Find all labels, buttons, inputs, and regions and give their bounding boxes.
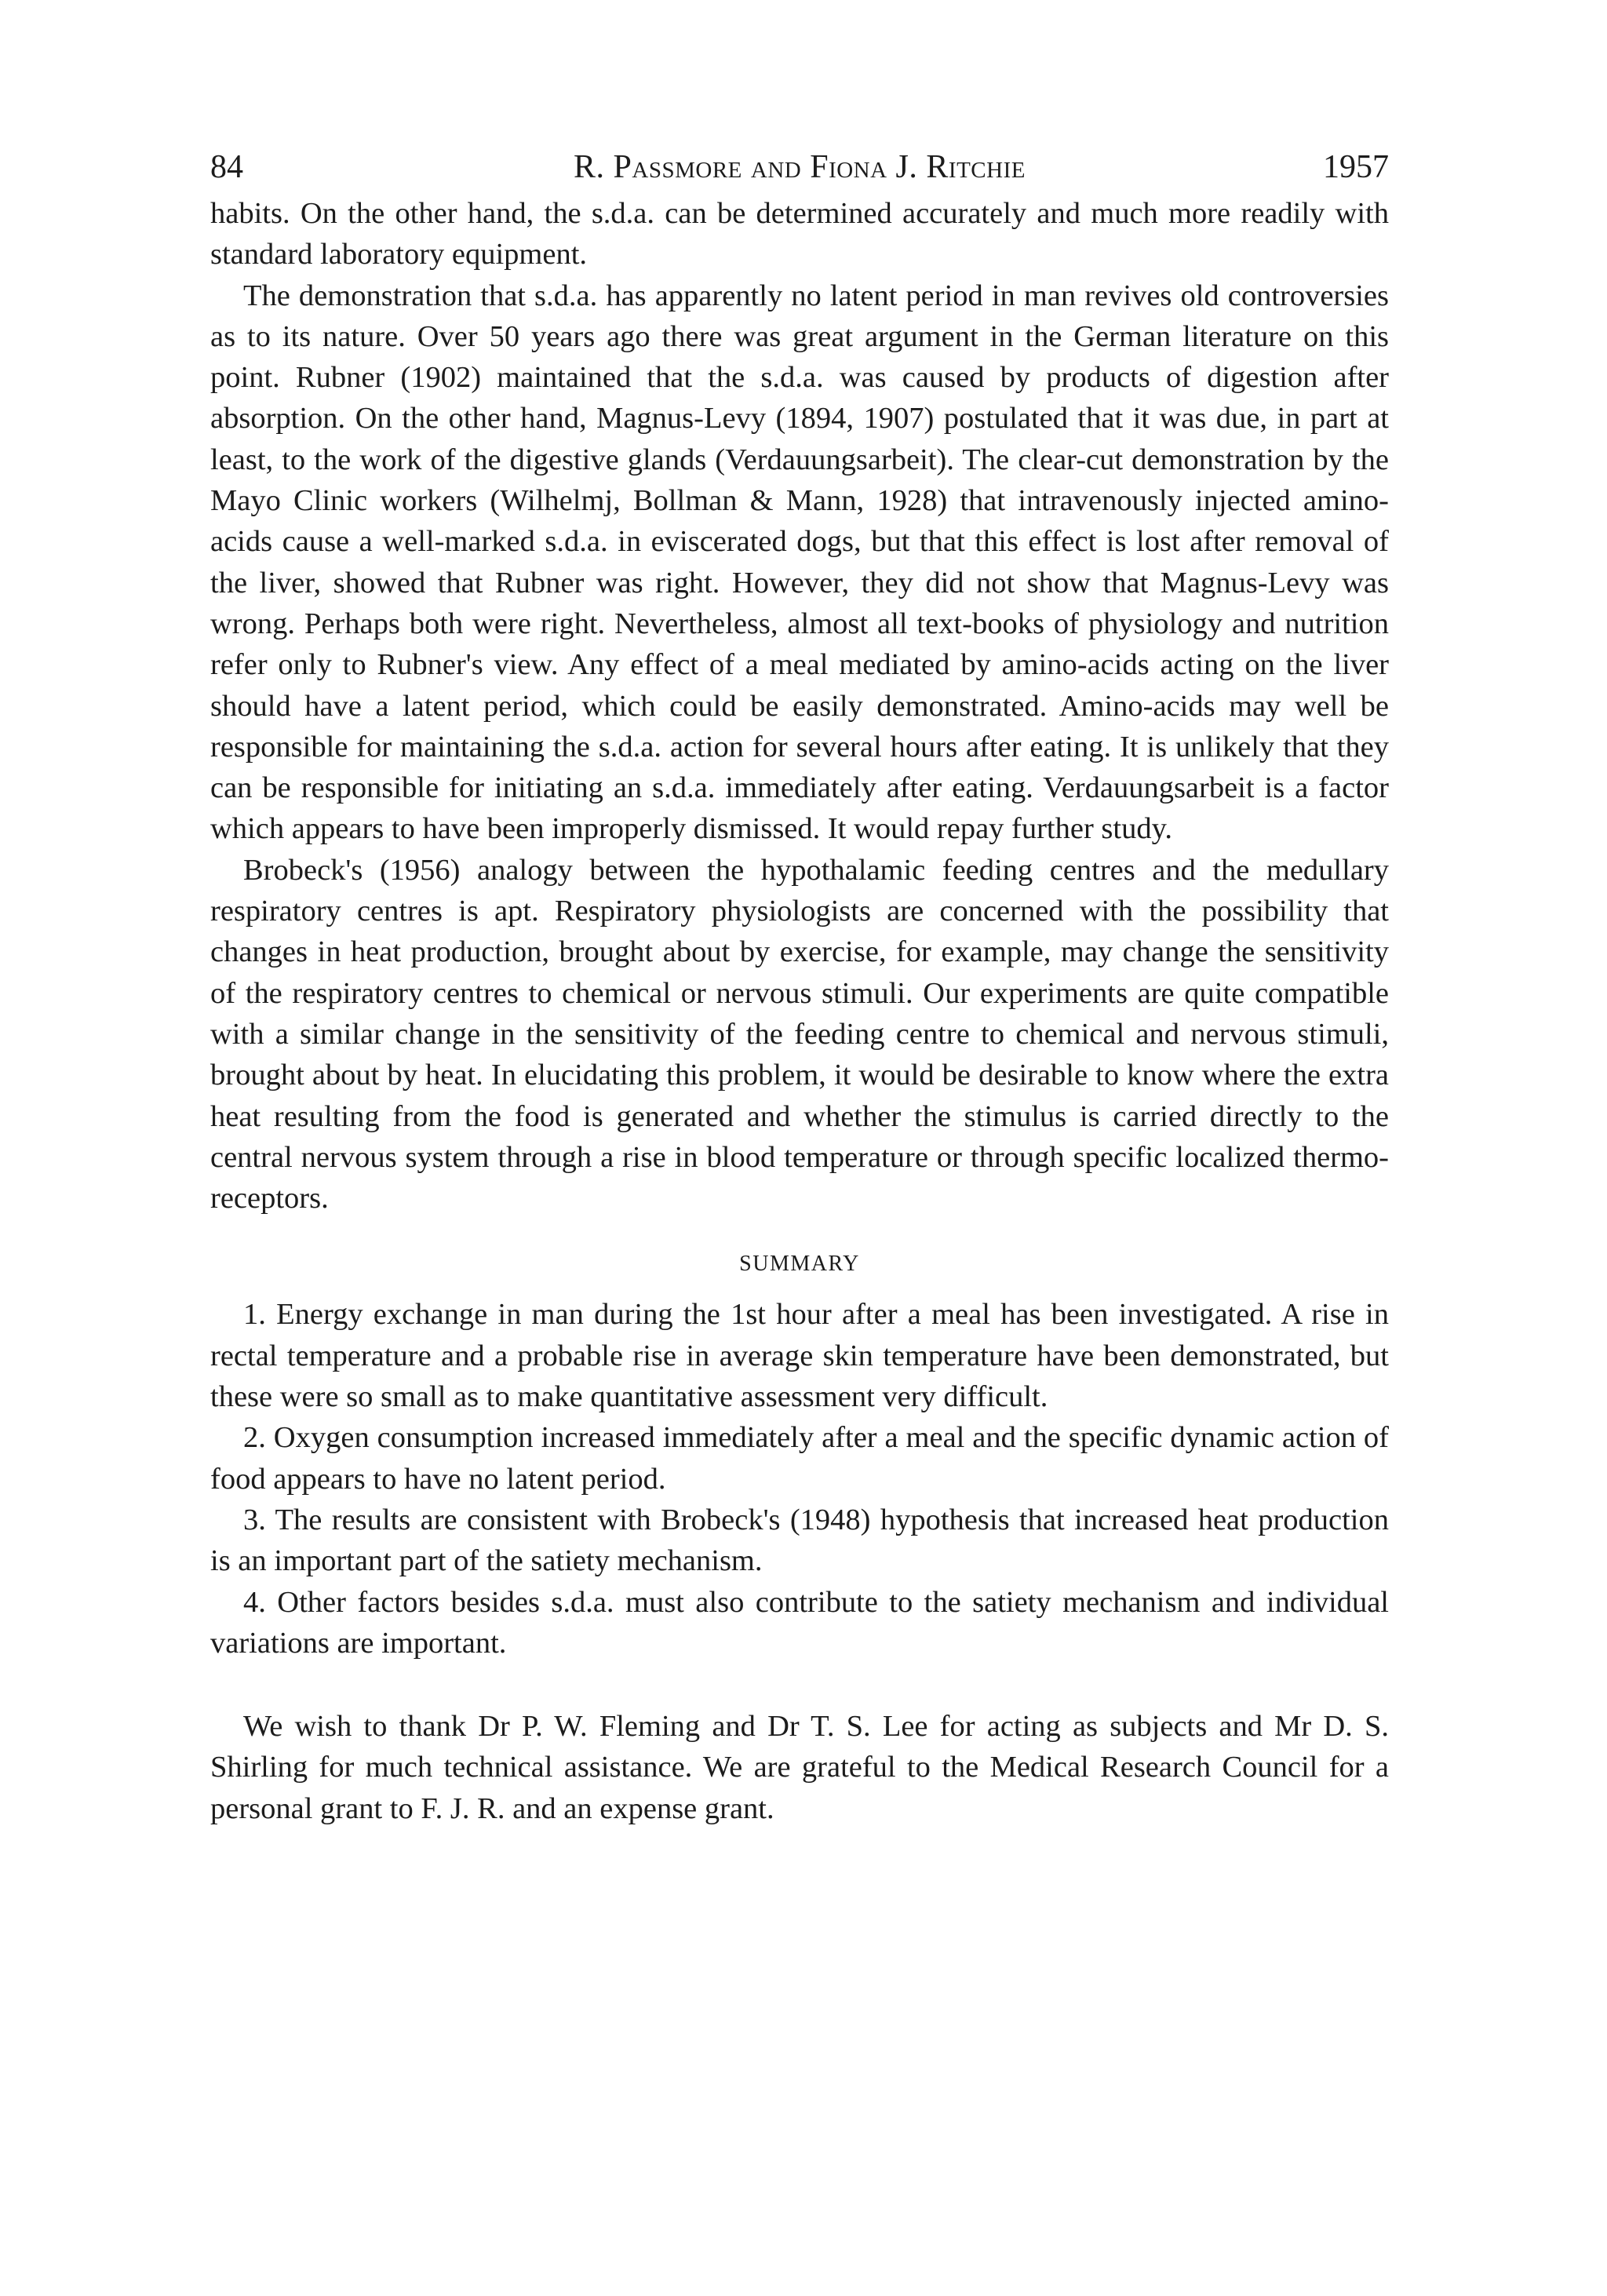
paragraph-sda-controversy: The demonstration that s.d.a. has apparently no latent period in man revives old controversies as to its nature. Over 50 years ago there was great argument in the German literature on this point. Rubner (1902) maintained that the s.d.a. was caused by products of digestion after absorption. On the other hand, Magnus-Levy (1894, 1907) postulated that it was due, in part at least, to the work of the digestive glands (Verdauungsarbeit). The clear-cut demonstration by the Mayo Clinic workers (Wilhelmj, Bollman & Mann, 1928) that intravenously injected amino-acids cause a well-marked s.d.a. in eviscerated dogs, but that this effect is lost after removal of the liver, showed that Rubner was right. However, they did not show that Magnus-Levy was wrong. Perhaps both were right. Nevertheless, almost all text-books of physiology and nutrition refer only to Rubner's view. Any effect of a meal mediated by amino-acids acting on the liver should have a latent period, which could be easily demonstrated. Amino-acids may well be responsible for maintaining the s.d.a. action for several hours after eating. It is unlikely that they can be responsible for initiating an s.d.a. immediately after eating. Verdauungsarbeit is a factor which appears to have been improperly dismissed. It would repay further study. [210,279,1389,846]
running-head [210,141,1389,193]
running-head-authors: R. Passmore and Fiona J. Ritchie [574,149,1026,185]
acknowledgements [210,1706,1389,1829]
acknowledgement-text: We wish to thank Dr P. W. Fleming and Dr T. S. Lee for acting as subjects and Mr D. S. Shirling for much technical assistance. We are grateful to the Medical Research Council for a personal grant to F. J. R. and an expense grant. [210,1710,1389,1825]
summary-list [210,1294,1389,1664]
summary-item: 2. Oxygen consumption increased immediately after a meal and the specific dynamic action of food appears to have no latent period. [210,1421,1389,1496]
paragraph-brobeck-analogy: Brobeck's (1956) analogy between the hypothalamic feeding centres and the medullary respiratory centres is apt. Respiratory physiologists are concerned with the possibility that changes in heat production, brought about by exercise, for example, may change the sensitivity of the respiratory centres to chemical or nervous stimuli. Our experiments are quite compatible with a similar change in the sensitivity of the feeding centre to chemical and nervous stimuli, brought about by heat. In elucidating this problem, it would be desirable to know where the extra heat resulting from the food is generated and whether the stimulus is carried directly to the central nervous system through a rise in blood temperature or through specific localized thermo-receptors. [210,853,1389,1215]
summary-item: 4. Other factors besides s.d.a. must also contribute to the satiety mechanism and individual variations are important. [210,1585,1389,1660]
paragraph-continued: habits. On the other hand, the s.d.a. can be determined accurately and much more readily with standard laboratory equipment. [210,197,1389,272]
page-number: 84 [210,149,243,185]
summary-item: 3. The results are consistent with Brobeck's (1948) hypothesis that increased heat production is an important part of the satiety mechanism. [210,1503,1389,1578]
summary-item: 1. Energy exchange in man during the 1st hour after a meal has been investigated. A rise in rectal temperature and a probable rise in average skin temperature have been demonstrated, but these were so small as to make quantitative assessment very difficult. [210,1298,1389,1414]
journal-page [210,141,1389,1829]
running-head-year: 1957 [1323,149,1389,185]
article-body [210,193,1389,1829]
summary-heading: SUMMARY [739,1252,860,1277]
